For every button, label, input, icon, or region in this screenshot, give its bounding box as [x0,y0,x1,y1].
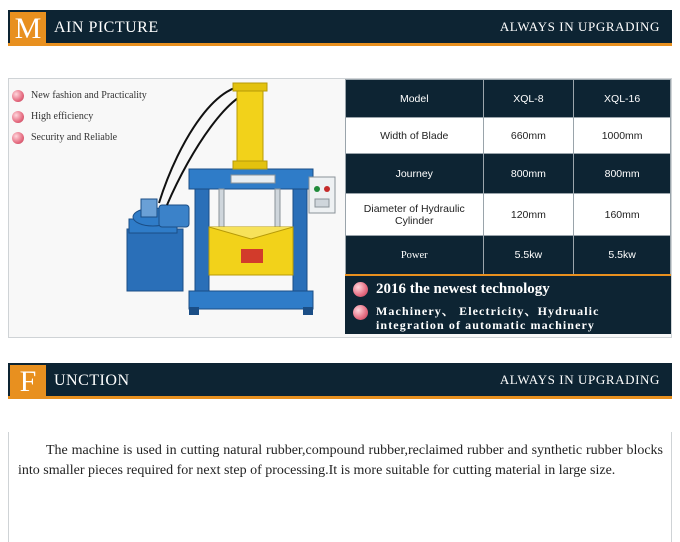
highlight-text: 2016 the newest technology [376,281,550,297]
table-cell: 800mm [574,154,671,194]
table-cell: 160mm [574,194,671,236]
function-description [8,432,672,542]
table-cell: 800mm [483,154,574,194]
table-cell: Journey [346,154,484,194]
table-cell: 5.5kw [574,236,671,275]
table-cell: 1000mm [574,118,671,154]
header-title: UNCTION [54,372,130,389]
feature-label: New fashion and Practicality [31,90,147,101]
rubber-cutter-machine-image [119,79,347,337]
function-text: The machine is used in cutting natural rubber,compound rubber,reclaimed rubber and synthetic rubber blocks into smaller pieces required for next step of processing.It is more suitable for cutting material in large size. [18,443,663,478]
bullet-icon [12,111,24,123]
table-row [346,194,671,236]
table-cell: Power [346,236,484,275]
bullet-icon [353,305,368,320]
feature-label: Security and Reliable [31,132,118,143]
table-cell: 5.5kw [483,236,574,275]
bullet-icon [12,90,24,102]
highlight-line: Machinery、 Electricity、Hydrualic [376,304,600,318]
table-header-row [346,80,671,118]
table-row [346,236,671,275]
header-cell: XQL-16 [574,80,671,118]
specification-table [345,79,671,275]
table-row [346,154,671,194]
highlight-text [376,304,600,332]
table-row [346,118,671,154]
header-title: AIN PICTURE [54,19,159,36]
table-cell: Diameter of Hydraulic Cylinder [346,194,484,236]
table-cell: 660mm [483,118,574,154]
highlight-item [353,304,600,332]
function-header [8,363,672,399]
feature-label: High efficiency [31,111,94,122]
table-cell: Width of Blade [346,118,484,154]
bullet-icon [12,132,24,144]
table-cell: 120mm [483,194,574,236]
bullet-icon [353,282,368,297]
highlight-line: integration of automatic machinery [376,318,596,332]
main-picture-header [8,10,672,46]
header-cell: XQL-8 [483,80,574,118]
header-tagline: ALWAYS IN UPGRADING [499,19,660,34]
highlight-item [353,281,550,298]
technology-highlights [345,274,671,334]
header-initial-letter: F [10,365,46,399]
header-initial-letter: M [10,12,46,46]
header-cell: Model [346,80,484,118]
header-tagline: ALWAYS IN UPGRADING [499,372,660,387]
